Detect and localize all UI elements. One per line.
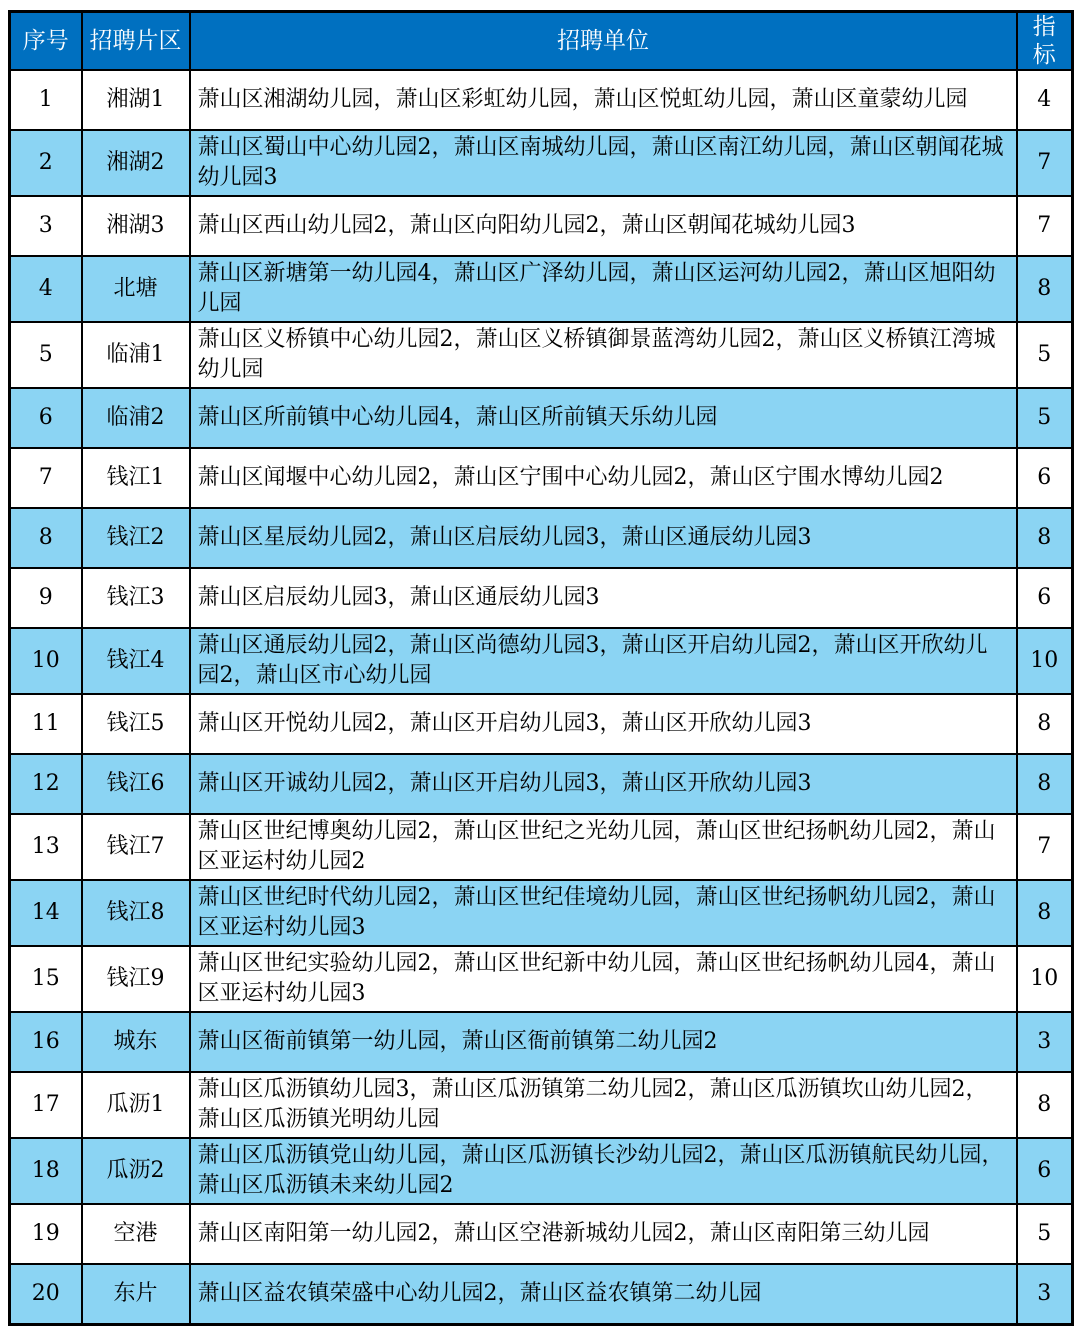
recruitment-table: [8, 10, 1074, 1326]
table-row: [10, 388, 1073, 448]
cell-recruitment-area: 钱江9: [82, 946, 190, 1012]
cell-quota: 8: [1017, 880, 1073, 946]
table-row: [10, 322, 1073, 388]
table-row: [10, 130, 1073, 196]
cell-serial-number: 16: [10, 1012, 82, 1072]
table-header: [10, 12, 1073, 71]
cell-recruitment-area: 湘湖3: [82, 196, 190, 256]
cell-recruitment-area: 湘湖2: [82, 130, 190, 196]
table-row: [10, 1264, 1073, 1324]
cell-recruitment-area: 东片: [82, 1264, 190, 1324]
table-row: [10, 1138, 1073, 1204]
cell-serial-number: 11: [10, 694, 82, 754]
table-row: [10, 568, 1073, 628]
table-row: [10, 448, 1073, 508]
cell-recruitment-units: 萧山区开悦幼儿园2，萧山区开启幼儿园3，萧山区开欣幼儿园3: [190, 694, 1017, 754]
cell-quota: 6: [1017, 448, 1073, 508]
cell-quota: 8: [1017, 508, 1073, 568]
cell-recruitment-units: 萧山区开诚幼儿园2，萧山区开启幼儿园3，萧山区开欣幼儿园3: [190, 754, 1017, 814]
cell-recruitment-units: 萧山区西山幼儿园2，萧山区向阳幼儿园2，萧山区朝闻花城幼儿园3: [190, 196, 1017, 256]
cell-quota: 4: [1017, 70, 1073, 130]
cell-serial-number: 14: [10, 880, 82, 946]
cell-quota: 7: [1017, 814, 1073, 880]
table-row: [10, 754, 1073, 814]
header-row: [10, 12, 1073, 71]
table-row: [10, 814, 1073, 880]
cell-recruitment-area: 瓜沥2: [82, 1138, 190, 1204]
cell-serial-number: 10: [10, 628, 82, 694]
cell-quota: 6: [1017, 1138, 1073, 1204]
table-row: [10, 256, 1073, 322]
cell-recruitment-units: 萧山区瓜沥镇党山幼儿园，萧山区瓜沥镇长沙幼儿园2，萧山区瓜沥镇航民幼儿园，萧山区瓜沥镇未来幼儿园2: [190, 1138, 1017, 1204]
table-row: [10, 946, 1073, 1012]
cell-quota: 8: [1017, 694, 1073, 754]
cell-recruitment-area: 临浦2: [82, 388, 190, 448]
cell-serial-number: 8: [10, 508, 82, 568]
cell-recruitment-area: 钱江1: [82, 448, 190, 508]
cell-recruitment-area: 钱江4: [82, 628, 190, 694]
cell-serial-number: 15: [10, 946, 82, 1012]
cell-serial-number: 17: [10, 1072, 82, 1138]
cell-serial-number: 6: [10, 388, 82, 448]
cell-quota: 6: [1017, 568, 1073, 628]
cell-recruitment-units: 萧山区所前镇中心幼儿园4，萧山区所前镇天乐幼儿园: [190, 388, 1017, 448]
header-serial-number: 序号: [10, 12, 82, 71]
cell-recruitment-area: 钱江7: [82, 814, 190, 880]
cell-serial-number: 2: [10, 130, 82, 196]
table-row: [10, 880, 1073, 946]
cell-quota: 5: [1017, 1204, 1073, 1264]
table-row: [10, 1204, 1073, 1264]
table-row: [10, 196, 1073, 256]
cell-recruitment-units: 萧山区南阳第一幼儿园2，萧山区空港新城幼儿园2，萧山区南阳第三幼儿园: [190, 1204, 1017, 1264]
cell-serial-number: 3: [10, 196, 82, 256]
cell-quota: 8: [1017, 754, 1073, 814]
cell-recruitment-units: 萧山区世纪实验幼儿园2，萧山区世纪新中幼儿园，萧山区世纪扬帆幼儿园4，萧山区亚运村幼儿园3: [190, 946, 1017, 1012]
cell-serial-number: 20: [10, 1264, 82, 1324]
header-recruitment-area: 招聘片区: [82, 12, 190, 71]
cell-quota: 3: [1017, 1012, 1073, 1072]
cell-recruitment-units: 萧山区世纪博奥幼儿园2，萧山区世纪之光幼儿园，萧山区世纪扬帆幼儿园2，萧山区亚运村幼儿园2: [190, 814, 1017, 880]
cell-quota: 5: [1017, 322, 1073, 388]
cell-recruitment-area: 钱江3: [82, 568, 190, 628]
cell-serial-number: 5: [10, 322, 82, 388]
table-row: [10, 70, 1073, 130]
cell-quota: 10: [1017, 628, 1073, 694]
cell-recruitment-units: 萧山区新塘第一幼儿园4，萧山区广泽幼儿园，萧山区运河幼儿园2，萧山区旭阳幼儿园: [190, 256, 1017, 322]
cell-recruitment-area: 北塘: [82, 256, 190, 322]
table-body: [10, 70, 1073, 1324]
cell-recruitment-units: 萧山区湘湖幼儿园，萧山区彩虹幼儿园，萧山区悦虹幼儿园，萧山区童蒙幼儿园: [190, 70, 1017, 130]
cell-recruitment-area: 钱江6: [82, 754, 190, 814]
cell-recruitment-area: 钱江8: [82, 880, 190, 946]
cell-quota: 7: [1017, 196, 1073, 256]
cell-recruitment-area: 钱江5: [82, 694, 190, 754]
cell-serial-number: 1: [10, 70, 82, 130]
cell-quota: 8: [1017, 1072, 1073, 1138]
cell-quota: 10: [1017, 946, 1073, 1012]
table-row: [10, 694, 1073, 754]
cell-quota: 5: [1017, 388, 1073, 448]
cell-quota: 7: [1017, 130, 1073, 196]
cell-recruitment-area: 空港: [82, 1204, 190, 1264]
cell-recruitment-area: 临浦1: [82, 322, 190, 388]
header-recruitment-units: 招聘单位: [190, 12, 1017, 71]
table-row: [10, 1012, 1073, 1072]
cell-serial-number: 13: [10, 814, 82, 880]
cell-recruitment-units: 萧山区通辰幼儿园2，萧山区尚德幼儿园3，萧山区开启幼儿园2，萧山区开欣幼儿园2，萧山区市心幼儿园: [190, 628, 1017, 694]
cell-serial-number: 4: [10, 256, 82, 322]
cell-recruitment-units: 萧山区衙前镇第一幼儿园，萧山区衙前镇第二幼儿园2: [190, 1012, 1017, 1072]
cell-recruitment-area: 钱江2: [82, 508, 190, 568]
cell-serial-number: 18: [10, 1138, 82, 1204]
cell-recruitment-area: 城东: [82, 1012, 190, 1072]
table-row: [10, 1072, 1073, 1138]
cell-serial-number: 19: [10, 1204, 82, 1264]
table-row: [10, 628, 1073, 694]
cell-recruitment-units: 萧山区蜀山中心幼儿园2，萧山区南城幼儿园，萧山区南江幼儿园，萧山区朝闻花城幼儿园3: [190, 130, 1017, 196]
cell-recruitment-units: 萧山区星辰幼儿园2，萧山区启辰幼儿园3，萧山区通辰幼儿园3: [190, 508, 1017, 568]
cell-recruitment-units: 萧山区益农镇荣盛中心幼儿园2，萧山区益农镇第二幼儿园: [190, 1264, 1017, 1324]
cell-recruitment-area: 瓜沥1: [82, 1072, 190, 1138]
cell-quota: 3: [1017, 1264, 1073, 1324]
cell-serial-number: 12: [10, 754, 82, 814]
cell-recruitment-area: 湘湖1: [82, 70, 190, 130]
cell-serial-number: 7: [10, 448, 82, 508]
cell-recruitment-units: 萧山区义桥镇中心幼儿园2，萧山区义桥镇御景蓝湾幼儿园2，萧山区义桥镇江湾城幼儿园: [190, 322, 1017, 388]
table-row: [10, 508, 1073, 568]
header-quota: 指标: [1017, 12, 1073, 71]
cell-serial-number: 9: [10, 568, 82, 628]
cell-quota: 8: [1017, 256, 1073, 322]
cell-recruitment-units: 萧山区闻堰中心幼儿园2，萧山区宁围中心幼儿园2，萧山区宁围水博幼儿园2: [190, 448, 1017, 508]
cell-recruitment-units: 萧山区瓜沥镇幼儿园3，萧山区瓜沥镇第二幼儿园2，萧山区瓜沥镇坎山幼儿园2，萧山区瓜沥镇光明幼儿园: [190, 1072, 1017, 1138]
cell-recruitment-units: 萧山区世纪时代幼儿园2，萧山区世纪佳境幼儿园，萧山区世纪扬帆幼儿园2，萧山区亚运村幼儿园3: [190, 880, 1017, 946]
cell-recruitment-units: 萧山区启辰幼儿园3，萧山区通辰幼儿园3: [190, 568, 1017, 628]
